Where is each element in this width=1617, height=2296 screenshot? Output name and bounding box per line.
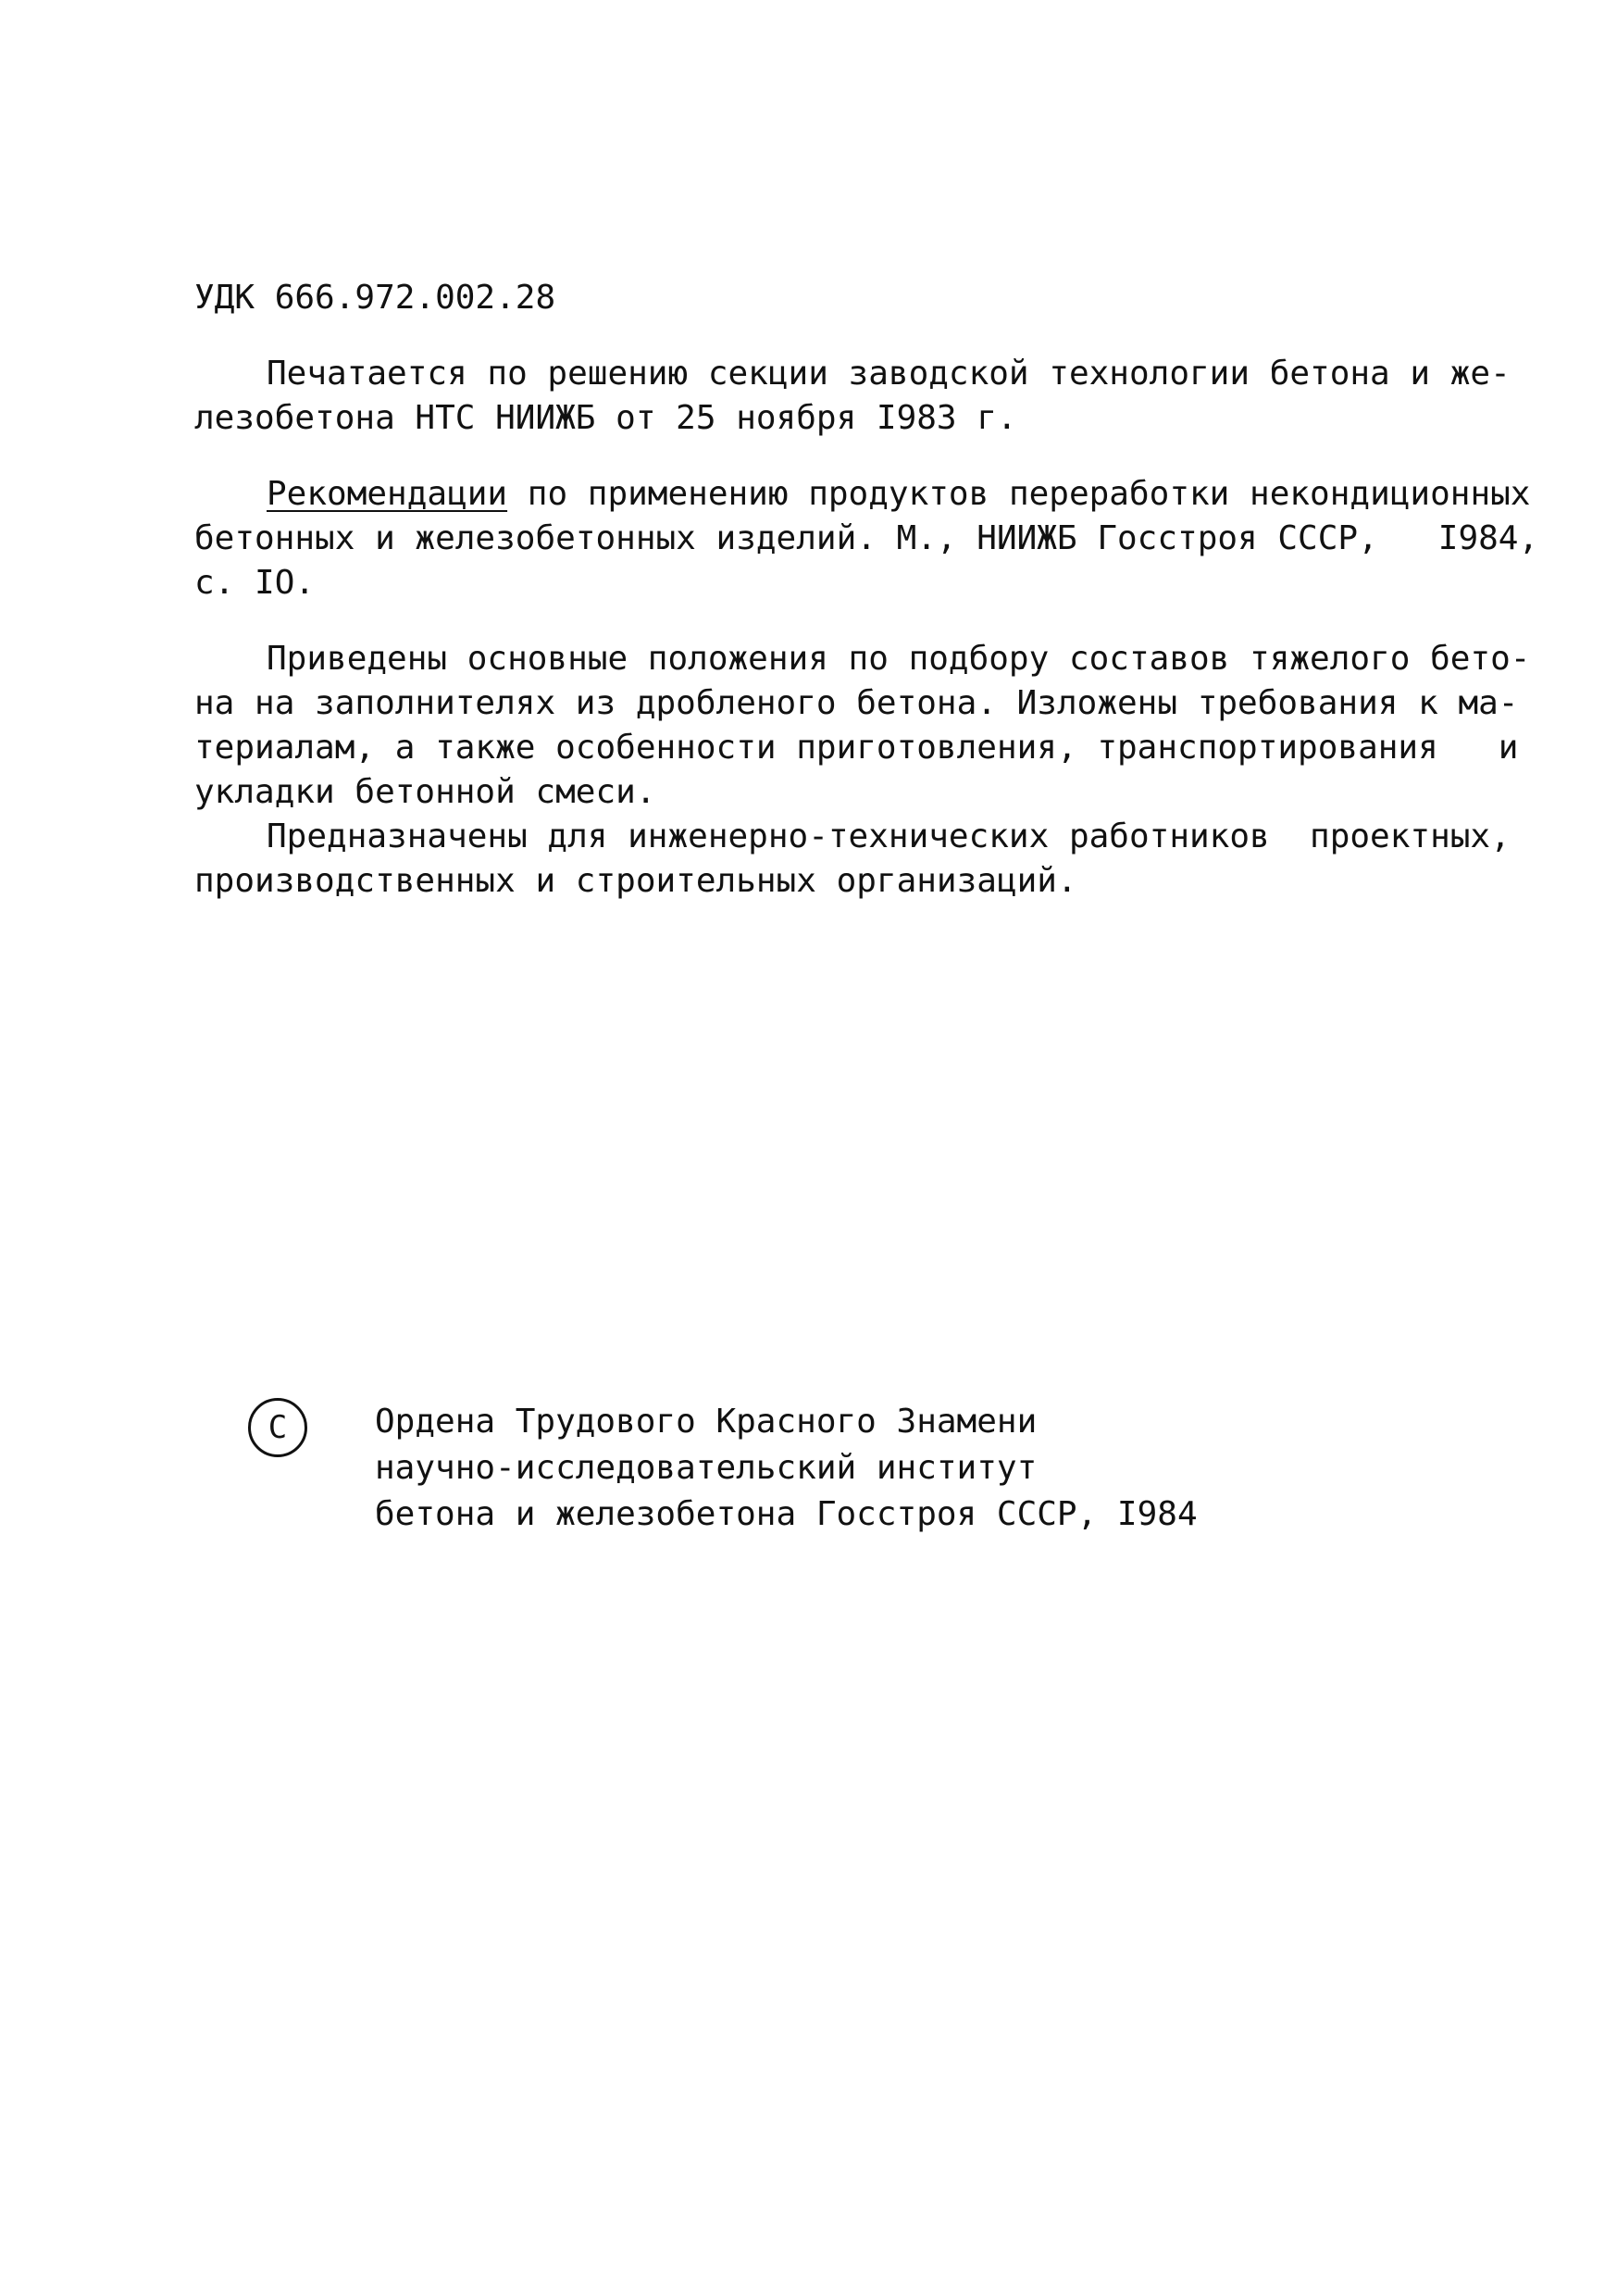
copyright-line-3: бетона и железобетона Госстроя СССР, I984: [375, 1495, 1198, 1533]
approval-line-2: лезобетона НТС НИИЖБ от 25 ноября I983 г.: [194, 399, 1017, 437]
abstract-line-1: Приведены основные положения по подбору составов тяжелого бето-: [267, 640, 1531, 678]
udk-code: УДК 666.972.002.28: [194, 279, 556, 317]
abstract-line-6: производственных и строительных организаций.: [194, 862, 1077, 900]
copyright-line-1: Ордена Трудового Красного Знамени: [375, 1403, 1038, 1441]
citation-title-word: Рекомендации: [267, 475, 508, 513]
abstract-line-3: териалам, а также особенности приготовления, транспортирования и: [194, 729, 1519, 767]
copyright-icon: С: [248, 1398, 307, 1457]
abstract-line-5: Предназначены для инженерно-технических работников проектных,: [267, 817, 1511, 855]
citation-line-3: с. IO.: [194, 564, 316, 602]
abstract-line-2: на на заполнителях из дробленого бетона. Изложены требования к ма-: [194, 684, 1519, 722]
citation-line-1-rest: по применению продуктов переработки некондиционных: [507, 475, 1531, 513]
copyright-line-2: научно-исследовательский институт: [375, 1449, 1038, 1487]
citation-line-2: бетонных и железобетонных изделий. М., НИИЖБ Госстроя СССР, I984,: [194, 519, 1539, 557]
citation-line-1: [267, 472, 1530, 517]
approval-line-1: Печатается по решению секции заводской технологии бетона и же-: [267, 355, 1511, 393]
abstract-line-4: укладки бетонной смеси.: [194, 773, 656, 811]
